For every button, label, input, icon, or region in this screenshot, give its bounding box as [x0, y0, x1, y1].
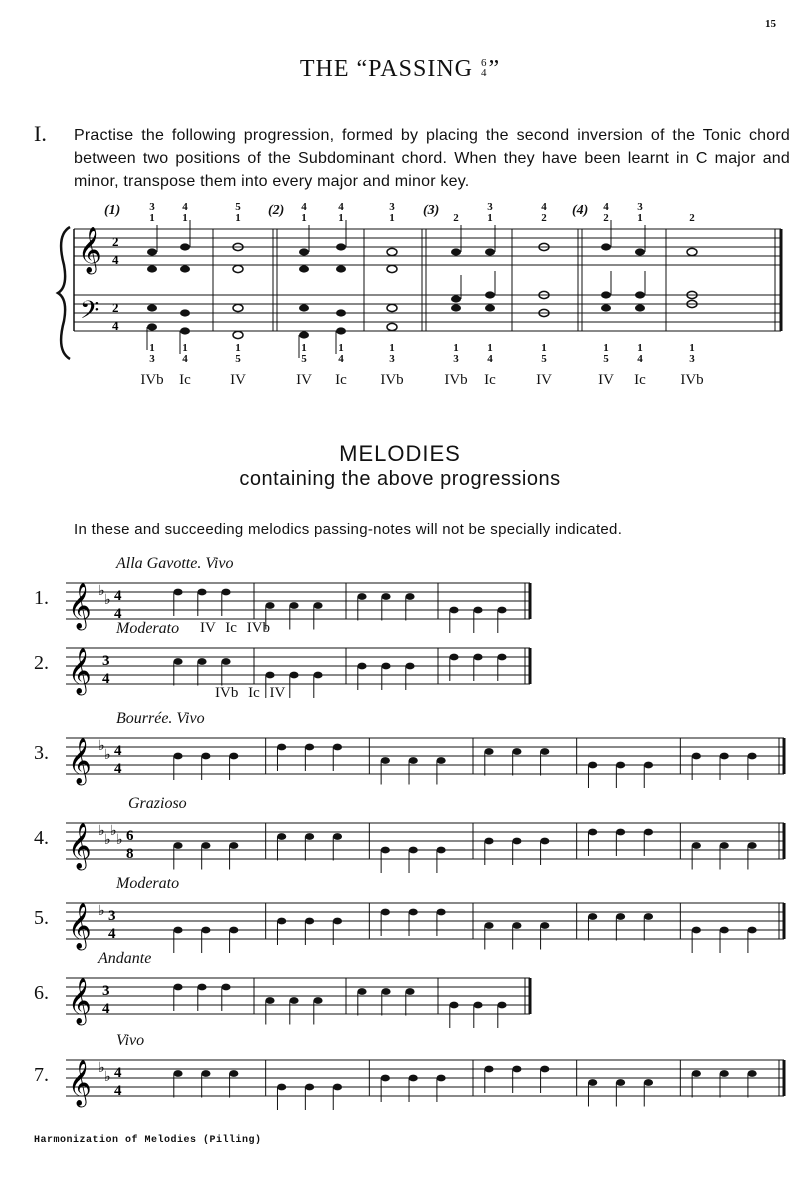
- chord-symbol: Ic: [335, 372, 347, 388]
- melody-note: [229, 842, 238, 849]
- melody-note: [289, 997, 298, 1004]
- melody-tempo: Grazioso: [128, 795, 187, 812]
- key-signature-flat-icon: ♭: [98, 904, 105, 919]
- time-signature: 8: [126, 846, 134, 862]
- time-signature: 3: [102, 653, 110, 669]
- title-fraction: [481, 58, 488, 78]
- melody-note: [265, 997, 274, 1004]
- finger-bottom: 1: [389, 342, 395, 354]
- exercise-number: I.: [34, 121, 47, 146]
- section-subheading: containing the above progressions: [239, 468, 561, 490]
- chord-symbol: Ic: [634, 372, 646, 388]
- time-signature: 4: [114, 588, 122, 604]
- time-signature: 3: [108, 908, 116, 924]
- finger-bottom: 4: [637, 353, 643, 365]
- melody-note: [720, 927, 729, 934]
- chord-symbol: IVb: [140, 372, 164, 388]
- melody-note: [473, 607, 482, 614]
- melody-note: [333, 744, 342, 751]
- time-signature: 3: [102, 983, 110, 999]
- finger-bottom: 5: [235, 353, 241, 365]
- chord-symbol: Ic: [484, 372, 496, 388]
- melody-note: [221, 589, 230, 596]
- finger-bottom: 1: [637, 342, 643, 354]
- page-title: [0, 56, 800, 83]
- finger-bottom: 3: [453, 353, 459, 365]
- melody-number: 2.: [34, 652, 49, 674]
- finger-bottom: 1: [603, 342, 609, 354]
- melody-note: [305, 918, 314, 925]
- key-signature-flat-icon: ♭: [104, 1070, 111, 1085]
- finger-bottom: 4: [338, 353, 344, 365]
- finger-top: 1: [637, 212, 643, 224]
- melody-note: [588, 1079, 597, 1086]
- finger-bottom: 1: [541, 342, 547, 354]
- melody-note: [644, 829, 653, 836]
- melody-note: [405, 663, 414, 670]
- finger-bottom: 1: [487, 342, 493, 354]
- melody-note: [692, 1070, 701, 1077]
- melody-note: [229, 1070, 238, 1077]
- finger-top: 2: [453, 212, 459, 224]
- finger-bottom: 1: [301, 342, 307, 354]
- finger-top: 1: [389, 212, 395, 224]
- exercise-score: [0, 195, 800, 395]
- melody-chord-symbols: IV Ic IVb: [200, 620, 271, 636]
- melody-note: [484, 922, 493, 929]
- time-signature: 4: [102, 671, 110, 687]
- melody-note: [197, 984, 206, 991]
- time-signature-bass-lower: 4: [112, 318, 119, 333]
- melody-note: [497, 607, 506, 614]
- finger-bottom: 5: [541, 353, 547, 365]
- melody-note: [512, 748, 521, 755]
- melody-note: [644, 1079, 653, 1086]
- melody-note: [405, 593, 414, 600]
- key-signature-flat-icon: ♭: [98, 824, 105, 839]
- note-stems: [147, 220, 645, 358]
- progression-label-3: (3): [423, 203, 440, 218]
- melody-tempo: Moderato: [116, 620, 180, 637]
- melody-note: [277, 744, 286, 751]
- melody-note: [313, 672, 322, 679]
- melody-note: [313, 602, 322, 609]
- melody-note: [692, 753, 701, 760]
- melody-note: [173, 842, 182, 849]
- melody-note: [313, 997, 322, 1004]
- melody-note: [289, 602, 298, 609]
- melody-note: [229, 927, 238, 934]
- melody-note: [381, 593, 390, 600]
- bass-clef-icon: 𝄢: [80, 297, 100, 330]
- melody-note: [588, 913, 597, 920]
- finger-bottom: 1: [689, 342, 695, 354]
- melody-note: [381, 663, 390, 670]
- finger-top: 1: [487, 212, 493, 224]
- section-note: In these and succeeding melodics passing-notes will not be specially indicated.: [74, 521, 623, 538]
- brace: [58, 227, 70, 359]
- melody-note: [616, 1079, 625, 1086]
- finger-bottom: 1: [453, 342, 459, 354]
- melody-tempo: Moderato: [116, 875, 180, 892]
- chord-symbol: IVb: [380, 372, 404, 388]
- finger-bottom: 5: [301, 353, 307, 365]
- melody-note: [588, 762, 597, 769]
- chord-symbol: IV: [230, 372, 246, 388]
- finger-top: 4: [182, 201, 188, 213]
- melody-note: [644, 762, 653, 769]
- finger-bottom: 4: [487, 353, 493, 365]
- melody-tempo: Andante: [98, 950, 152, 967]
- melody-number: 3.: [34, 742, 49, 764]
- melody-note: [173, 1070, 182, 1077]
- time-signature-top-lower: 4: [112, 252, 119, 267]
- chord-symbol: Ic: [179, 372, 191, 388]
- time-signature-top: 2: [112, 234, 119, 249]
- treble-clef-icon: 𝄞: [68, 583, 92, 628]
- progression-label-2: (2): [268, 203, 285, 218]
- melody-note: [588, 829, 597, 836]
- melody-note: [173, 927, 182, 934]
- melody-note: [692, 927, 701, 934]
- melody-note: [197, 658, 206, 665]
- time-signature: 4: [108, 926, 116, 942]
- melody-note: [497, 654, 506, 661]
- finger-top: 4: [338, 201, 344, 213]
- melody-note: [277, 833, 286, 840]
- melody-note: [333, 918, 342, 925]
- melody-staff: [62, 1050, 794, 1110]
- finger-top: 3: [487, 201, 493, 213]
- melody-note: [497, 1002, 506, 1009]
- melody-note: [229, 753, 238, 760]
- key-signature-flat-icon: ♭: [98, 739, 105, 754]
- melody-number: 6.: [34, 982, 49, 1004]
- finger-top: 3: [389, 201, 395, 213]
- time-signature: 4: [114, 1065, 122, 1081]
- melody-note: [449, 1002, 458, 1009]
- melody-note: [540, 748, 549, 755]
- melody-note: [409, 757, 418, 764]
- exercise-instructions: Practise the following progression, formed by placing the second inversion of the Tonic chord between two positions of the Subdominant chord. When they have been learnt in C major and minor, transpose them into every major and minor key.: [74, 127, 790, 190]
- melody-note: [748, 927, 757, 934]
- title-main: THE “PASSING: [299, 56, 480, 82]
- melody-note: [305, 744, 314, 751]
- melody-note: [748, 753, 757, 760]
- melody-note: [197, 589, 206, 596]
- melody-note: [305, 833, 314, 840]
- chord-symbol: IV: [598, 372, 614, 388]
- melody-number: 4.: [34, 827, 49, 849]
- finger-bottom: 4: [182, 353, 188, 365]
- fraction-top: 6: [480, 57, 488, 70]
- melody-note: [616, 913, 625, 920]
- finger-bottom: 3: [389, 353, 395, 365]
- finger-top: 2: [541, 212, 547, 224]
- melody-staff: [62, 728, 794, 788]
- melody-note: [277, 1084, 286, 1091]
- finger-bottom: 1: [182, 342, 188, 354]
- melody-note: [437, 847, 446, 854]
- melody-staff: [62, 638, 540, 698]
- melody-note: [616, 762, 625, 769]
- melody-note: [720, 842, 729, 849]
- melody-note: [265, 672, 274, 679]
- treble-clef-icon: 𝄞: [68, 823, 92, 868]
- melody-note: [616, 829, 625, 836]
- treble-clef-icon: 𝄞: [68, 978, 92, 1023]
- melody-note: [173, 753, 182, 760]
- fraction-bottom: 4: [480, 67, 488, 80]
- melody-note: [409, 909, 418, 916]
- finger-top: 4: [603, 201, 609, 213]
- title-close-quote: ”: [488, 56, 501, 82]
- melody-note: [381, 847, 390, 854]
- melody-note: [381, 988, 390, 995]
- melody-note: [484, 748, 493, 755]
- melody-note: [437, 757, 446, 764]
- melody-note: [473, 654, 482, 661]
- treble-clef-icon: 𝄞: [68, 738, 92, 783]
- melody-note: [720, 753, 729, 760]
- melody-note: [221, 984, 230, 991]
- finger-top: 3: [149, 201, 155, 213]
- key-signature-flat-icon: ♭: [104, 593, 111, 608]
- melody-note: [333, 833, 342, 840]
- melody-note: [201, 842, 210, 849]
- melody-note: [381, 757, 390, 764]
- chord-symbol: IV: [536, 372, 552, 388]
- melody-note: [289, 672, 298, 679]
- melody-note: [221, 658, 230, 665]
- time-signature: 4: [114, 1083, 122, 1099]
- time-signature-bass: 2: [112, 300, 119, 315]
- bar-lines: [74, 229, 781, 331]
- melody-number: 1.: [34, 587, 49, 609]
- finger-top: 1: [235, 212, 241, 224]
- melody-note: [692, 842, 701, 849]
- melody-note: [201, 1070, 210, 1077]
- melody-note: [720, 1070, 729, 1077]
- melody-note: [381, 1075, 390, 1082]
- key-signature-flat-icon: ♭: [104, 833, 111, 848]
- melody-note: [357, 988, 366, 995]
- melody-note: [512, 1066, 521, 1073]
- melody-number: 5.: [34, 907, 49, 929]
- time-signature: 4: [102, 1001, 110, 1017]
- melody-note: [265, 602, 274, 609]
- melody-note: [473, 1002, 482, 1009]
- melody-note: [305, 1084, 314, 1091]
- melody-note: [484, 1066, 493, 1073]
- chord-symbol: IVb: [444, 372, 468, 388]
- melody-note: [333, 1084, 342, 1091]
- melody-note: [173, 589, 182, 596]
- melody-note: [357, 593, 366, 600]
- treble-clef-icon: 𝄞: [68, 1060, 92, 1105]
- finger-bottom: 3: [149, 353, 155, 365]
- melody-staff: [62, 813, 794, 873]
- finger-top: 1: [301, 212, 307, 224]
- melody-note: [512, 838, 521, 845]
- melody-note: [644, 913, 653, 920]
- melody-note: [405, 988, 414, 995]
- page-number: 15: [765, 18, 776, 30]
- finger-bottom: 5: [603, 353, 609, 365]
- key-signature-flat-icon: ♭: [110, 824, 117, 839]
- finger-top: 2: [689, 212, 695, 224]
- melody-note: [201, 753, 210, 760]
- melody-note: [381, 909, 390, 916]
- finger-top: 3: [637, 201, 643, 213]
- finger-bottom: 1: [149, 342, 155, 354]
- melody-note: [277, 918, 286, 925]
- melody-number: 7.: [34, 1064, 49, 1086]
- finger-bottom: 1: [235, 342, 241, 354]
- melody-note: [449, 654, 458, 661]
- melody-note: [173, 658, 182, 665]
- footer: Harmonization of Melodies (Pilling): [34, 1135, 262, 1146]
- key-signature-flat-icon: ♭: [98, 584, 105, 599]
- treble-clef-icon: 𝄞: [68, 648, 92, 693]
- melody-note: [512, 922, 521, 929]
- melody-note: [409, 1075, 418, 1082]
- section-heading: MELODIES: [339, 441, 461, 466]
- finger-top: 1: [182, 212, 188, 224]
- melody-note: [449, 607, 458, 614]
- finger-top: 1: [149, 212, 155, 224]
- melody-note: [437, 909, 446, 916]
- melody-note: [484, 838, 493, 845]
- finger-bottom: 3: [689, 353, 695, 365]
- chord-symbol: IVb: [680, 372, 704, 388]
- melody-note: [201, 927, 210, 934]
- progression-label-4: (4): [572, 203, 589, 218]
- key-signature-flat-icon: ♭: [104, 748, 111, 763]
- time-signature: 4: [114, 743, 122, 759]
- treble-clef-icon: 𝄞: [68, 903, 92, 948]
- time-signature: 6: [126, 828, 134, 844]
- melody-note: [748, 1070, 757, 1077]
- melody-note: [540, 1066, 549, 1073]
- melody-chord-symbols: IVb Ic IV: [215, 685, 286, 701]
- finger-top: 4: [541, 201, 547, 213]
- melody-note: [357, 663, 366, 670]
- finger-bottom: 1: [338, 342, 344, 354]
- key-signature-flat-icon: ♭: [98, 1061, 105, 1076]
- melody-note: [540, 838, 549, 845]
- melody-note: [409, 847, 418, 854]
- melody-tempo: Alla Gavotte. Vivo: [116, 555, 234, 572]
- key-signature-flat-icon: ♭: [116, 833, 123, 848]
- melody-note: [173, 984, 182, 991]
- melody-staff: [62, 968, 540, 1028]
- finger-top: 5: [235, 201, 241, 213]
- melody-note: [540, 922, 549, 929]
- melody-tempo: Vivo: [116, 1032, 145, 1049]
- finger-top: 1: [338, 212, 344, 224]
- time-signature: 4: [114, 606, 122, 622]
- melody-tempo: Bourrée. Vivo: [116, 710, 205, 727]
- melody-note: [437, 1075, 446, 1082]
- melody-note: [748, 842, 757, 849]
- melody-staff: [62, 893, 794, 953]
- time-signature: 4: [114, 761, 122, 777]
- finger-top: 2: [603, 212, 609, 224]
- chord-symbol: IV: [296, 372, 312, 388]
- treble-clef-icon: 𝄞: [78, 227, 102, 272]
- finger-top: 4: [301, 201, 307, 213]
- progression-label-1: (1): [104, 203, 121, 218]
